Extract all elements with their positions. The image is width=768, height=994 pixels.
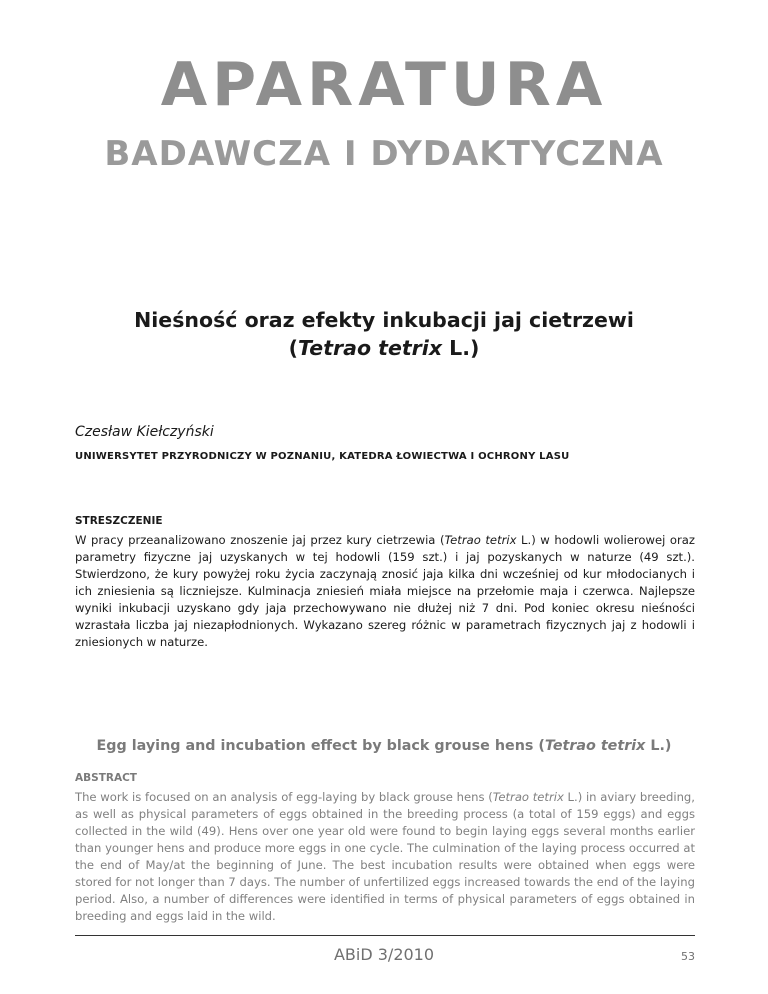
abstract-en-text xyxy=(75,789,695,925)
title-paren-close: L.) xyxy=(442,336,480,360)
article-title-line2 xyxy=(60,334,708,362)
abstract-pl-part1: W pracy przeanalizowano znoszenie jaj przez kury cietrzewia ( xyxy=(75,533,445,547)
footer-journal-issue: ABiD 3/2010 xyxy=(333,945,435,964)
footer-divider xyxy=(75,935,695,936)
page-number: 53 xyxy=(681,950,695,963)
abstract-pl-species: Tetrao tetrix xyxy=(444,533,517,547)
author-affiliation: UNIWERSYTET PRZYRODNICZY W POZNANIU, KATEDRA ŁOWIECTWA I OCHRONY LASU xyxy=(75,451,570,462)
abstract-pl-text xyxy=(75,532,695,651)
english-title-part1: Egg laying and incubation effect by black grouse hens ( xyxy=(96,738,545,754)
title-species-name: Tetrao tetrix xyxy=(297,336,443,360)
abstract-en-part2: L.) in aviary breeding, as well as physical parameters of eggs obtained in the breeding process (a total of 159 eggs) and eggs collected in the wild (49). Hens over one year old were found to begin laying eggs several months earlier than younger hens and produce more eggs in one cycle. The culmination of the laying process occurred at the end of May/at the beginning of June. The best incubation results were obtained when eggs were stored for not longer than 7 days. The number of unfertilized eggs increased towards the end of the laying period. Also, a number of differences were identified in terms of physical parameters of eggs obtained in breeding and eggs laid in the wild. xyxy=(75,790,695,923)
english-title-species: Tetrao tetrix xyxy=(544,738,646,754)
journal-masthead-subtitle: BADAWCZA I DYDAKTYCZNA xyxy=(104,134,664,174)
abstract-pl-part2: L.) w hodowli wolierowej oraz parametry fizyczne jaj uzyskanych w tej hodowli (159 szt.) i jaj pozyskanych w naturze (49 szt.). Stwierdzono, że kury powyżej roku życia zaczynają znosić jaja kilka dni wcześniej od kur młodocianych i ich zniesienia są liczniejsze. Kulminacja zniesień miała miejsce na przełomie maja i czerwca. Najlepsze wyniki inkubacji uzyskano gdy jaja przechowywano nie dłużej niż 7 dni. Pod koniec okresu nieśności wzrastała liczba jaj niezapłodnionych. Wykazano szereg różnic w parametrach fizycznych jaj z hodowli i zniesionych w naturze. xyxy=(75,533,695,649)
journal-masthead-title: APARATURA xyxy=(160,50,608,120)
author-name: Czesław Kiełczyński xyxy=(75,424,214,440)
article-title xyxy=(60,306,708,362)
abstract-pl-heading: STRESZCZENIE xyxy=(75,515,163,527)
english-title-part2: L.) xyxy=(645,738,672,754)
title-paren-open: ( xyxy=(288,336,298,360)
article-title-line1: Nieśność oraz efekty inkubacji jaj cietrzewi xyxy=(134,308,634,332)
abstract-en-heading: ABSTRACT xyxy=(75,772,137,784)
english-title xyxy=(0,738,768,754)
abstract-en-part1: The work is focused on an analysis of egg-laying by black grouse hens ( xyxy=(75,790,493,804)
abstract-en-species: Tetrao tetrix xyxy=(492,790,564,804)
